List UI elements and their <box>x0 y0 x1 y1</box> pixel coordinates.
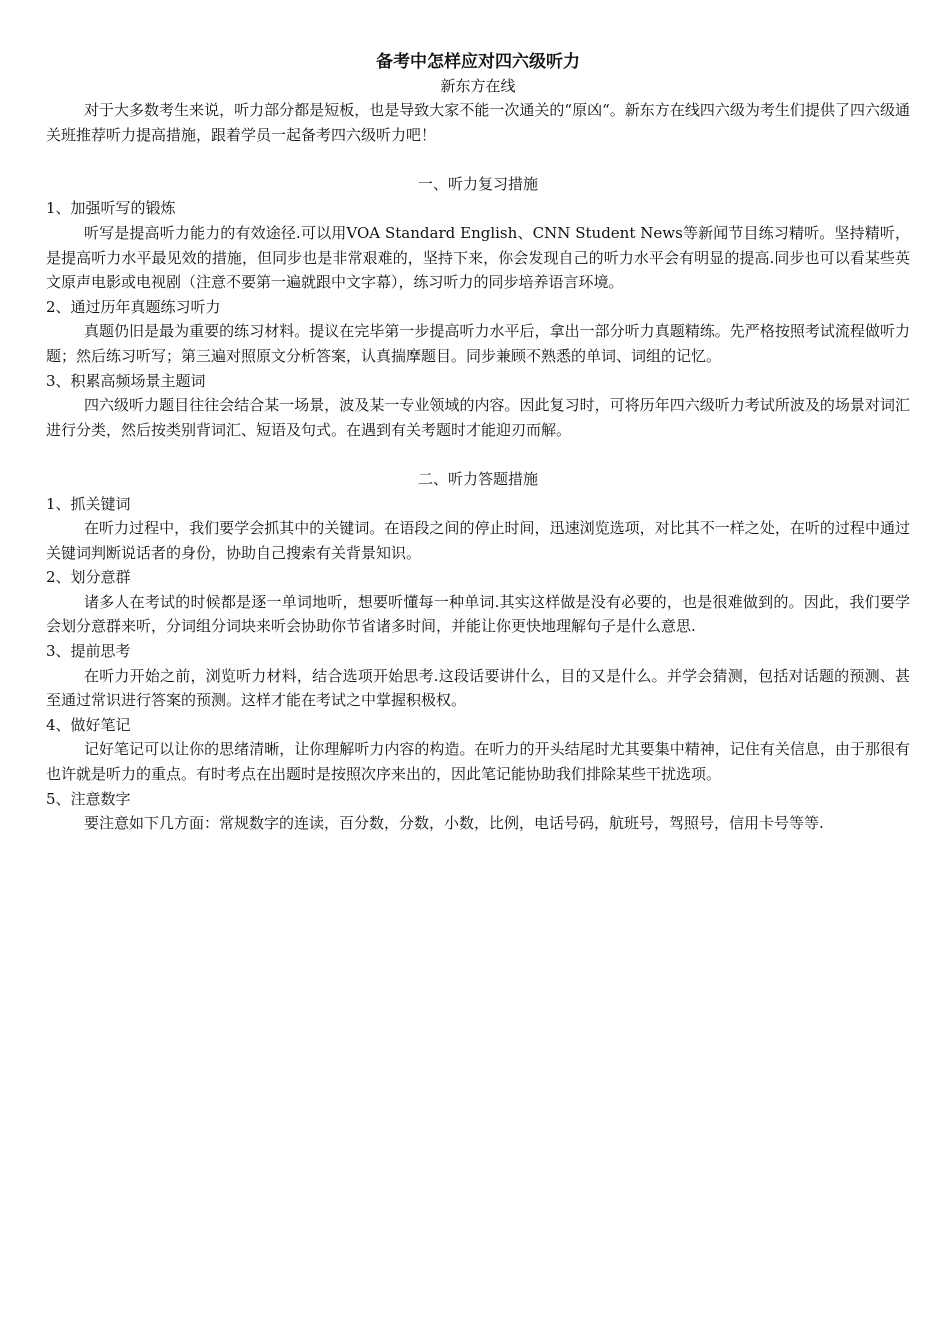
section-title: 一、听力复习措施 <box>417 174 538 193</box>
item-heading: 1、加强听写的锻炼 <box>46 199 176 218</box>
item-body: 记好笔记可以让你的思绪清晰，让你理解听力内容的构造。在听力的开头结尾时尤其要集中精神，记住有关信息，由于那很有也许就是听力的重点。有时考点在出题时是按照次序来出的，因此笔记能协助我们排除某些干扰选项。 <box>46 740 910 784</box>
item-heading: 1、抓关键词 <box>46 494 131 513</box>
item-body: 真题仍旧是最为重要的练习材料。提议在完毕第一步提高听力水平后，拿出一部分听力真题精练。先严格按照考试流程做听力题；然后练习听写；第三遍对照原文分析答案，认真揣摩题目。同步兼顾不熟悉的单词、词组的记忆。 <box>46 322 910 365</box>
item-body: 诸多人在考试的时候都是逐一单词地听，想要听懂每一种单词.其实这样做是没有必要的，也是很难做到的。因此，我们要学会划分意群来听，分词组分词块来听会协助你节省诸多时间，并能让你更快地理解句子是什么意思. <box>46 592 910 636</box>
item-body: 听写是提高听力能力的有效途径.可以用VOA Standard English、CNN Student News等新闻节目练习精听。坚持精听，是提高听力水平最见效的措施，但同步也是非常艰难的，坚持下来，你会发现自己的听力水平会有明显的提高.同步也可以看某些英文原声电影或电视剧（注意不要第一遍就跟中文字幕），练习听力的同步培养语言环境。 <box>46 223 910 292</box>
item-body: 四六级听力题目往往会结合某一场景，波及某一专业领域的内容。因此复习时，可将历年四六级听力考试所波及的场景对词汇进行分类，然后按类别背词汇、短语及句式。在遇到有关考题时才能迎刃而解。 <box>46 396 910 439</box>
item-heading: 3、提前思考 <box>46 642 131 661</box>
section-answer-methods <box>46 467 910 836</box>
item-heading: 2、通过历年真题练习听力 <box>46 297 221 316</box>
item-heading: 3、积累高频场景主题词 <box>46 371 206 390</box>
section-title: 二、听力答题措施 <box>417 469 538 488</box>
item-heading: 2、划分意群 <box>46 568 131 587</box>
document-subtitle: 新东方在线 <box>440 77 516 95</box>
document-title: 备考中怎样应对四六级听力 <box>376 52 580 72</box>
section-review-methods <box>46 172 910 443</box>
item-heading: 4、做好笔记 <box>46 715 131 734</box>
item-body: 在听力过程中，我们要学会抓其中的关键词。在语段之间的停止时间，迅速浏览选项，对比其不一样之处，在听的过程中通过关键词判断说话者的身份，协助自己搜索有关背景知识。 <box>46 519 910 562</box>
intro-paragraph: 对于大多数考生来说，听力部分都是短板，也是导致大家不能一次通关的“原凶“。新东方在线四六级为考生们提供了四六级通关班推荐听力提高措施，跟着学员一起备考四六级听力吧！ <box>46 101 910 144</box>
item-body: 在听力开始之前，浏览听力材料，结合选项开始思考.这段话要讲什么，目的又是什么。并学会猜测，包括对话题的预测、甚至通过常识进行答案的预测。这样才能在考试之中掌握积极权。 <box>46 666 910 710</box>
spacer <box>46 442 910 467</box>
item-body: 要注意如下几方面：常规数字的连读，百分数，分数，小数，比例，电话号码，航班号，驾照号，信用卡号等等. <box>84 814 824 833</box>
spacer <box>46 147 910 172</box>
item-heading: 5、注意数字 <box>46 789 131 808</box>
